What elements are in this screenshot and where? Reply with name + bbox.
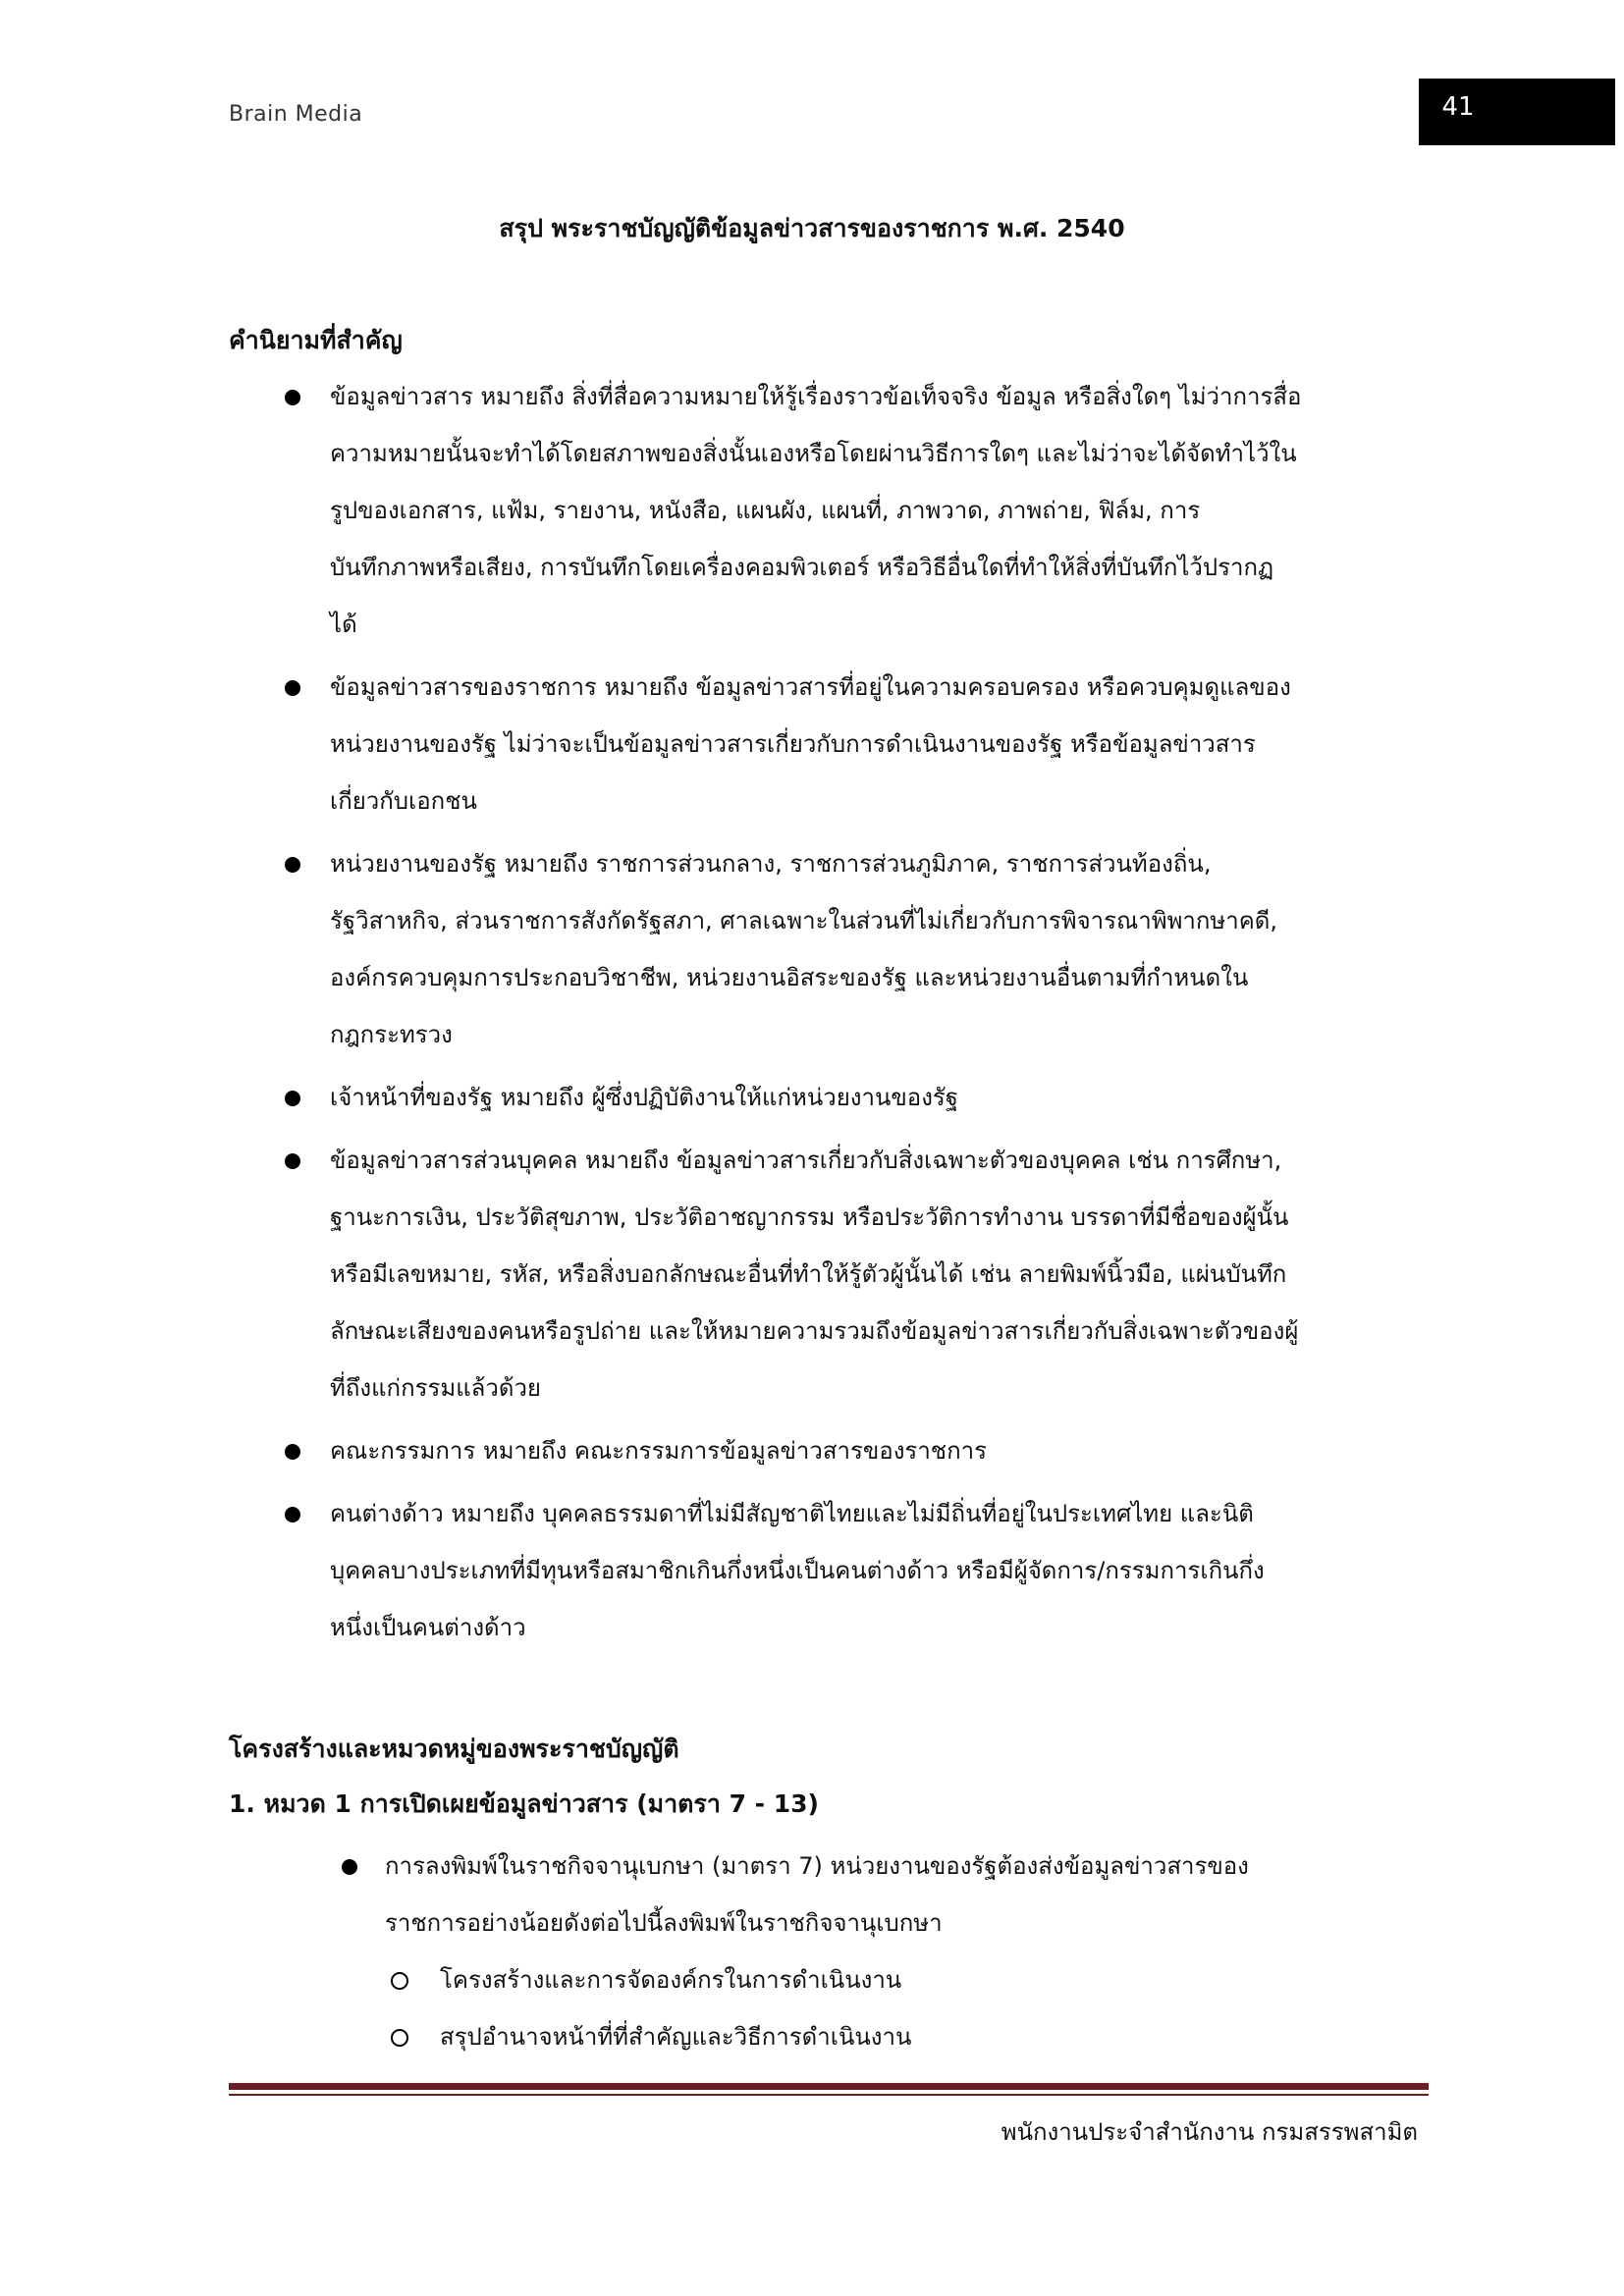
page-number: 41 [1441,92,1475,122]
structure-list [334,1838,1414,2065]
definition-item [229,368,1436,653]
circle-bullet-icon [391,2029,408,2047]
bullet-icon [285,390,300,405]
document-title: สรุป พระราชบัญญัติข้อมูลข่าวสารของราชการ พ.ศ. 2540 [499,214,1125,242]
structure-subitem-text: โครงสร้างและการจัดองค์กรในการดำเนินงาน [440,1966,902,1994]
definition-line: ข้อมูลข่าวสารของราชการ หมายถึง ข้อมูลข่าวสารที่อยู่ในความครอบครอง หรือควบคุมดูแลของ [330,673,1291,701]
structure-subitems [385,1951,1414,2065]
definition-item [229,835,1436,1063]
definition-item [229,1422,1436,1479]
definition-line: กฎกระทรวง [330,1021,453,1048]
definition-line: ความหมายนั้นจะทำได้โดยสภาพของสิ่งนั้นเองหรือโดยผ่านวิธีการใดๆ และไม่ว่าจะได้จัดทำไว้ใน [330,440,1297,467]
definition-line: คนต่างด้าว หมายถึง บุคคลธรรมดาที่ไม่มีสัญชาติไทยและไม่มีถิ่นที่อยู่ในประเทศไทย และนิติ [330,1500,1254,1527]
definition-item [229,1132,1436,1416]
definition-line: ลักษณะเสียงของคนหรือรูปถ่าย และให้หมายความรวมถึงข้อมูลข่าวสารเกี่ยวกับสิ่งเฉพาะตัวของผู้ [330,1317,1299,1345]
definition-line: บุคคลบางประเภทที่มีทุนหรือสมาชิกเกินกึ่งหนึ่งเป็นคนต่างด้าว หรือมีผู้จัดการ/กรรมการเกินกึ่ง [330,1557,1265,1584]
structure-subitem-text: สรุปอำนาจหน้าที่ที่สำคัญและวิธีการดำเนินงาน [440,2023,912,2051]
bullet-icon [285,1091,300,1106]
definition-line: หนึ่งเป็นคนต่างด้าว [330,1614,526,1641]
definition-line: องค์กรควบคุมการประกอบวิชาชีพ, หน่วยงานอิสระของรัฐ และหน่วยงานอื่นตามที่กำหนดใน [330,964,1249,991]
structure-subitem [385,2008,1414,2065]
definition-line: ที่ถึงแก่กรรมแล้วด้วย [330,1374,541,1402]
definition-line: หรือมีเลขหมาย, รหัส, หรือสิ่งบอกลักษณะอื่นที่ทำให้รู้ตัวผู้นั้นได้ เช่น ลายพิมพ์นิ้วมือ, แผ่นบันทึก [330,1260,1287,1288]
bullet-icon [285,1507,300,1522]
definition-line: ข้อมูลข่าวสาร หมายถึง สิ่งที่สื่อความหมายให้รู้เรื่องราวข้อเท็จจริง ข้อมูล หรือสิ่งใดๆ ไม่ว่าการสื่อ [330,383,1302,410]
bullet-icon [285,857,300,873]
bullet-icon [285,680,300,696]
definition-line: หน่วยงานของรัฐ ไม่ว่าจะเป็นข้อมูลข่าวสารเกี่ยวกับการดำเนินงานของรัฐ หรือข้อมูลข่าวสาร [330,730,1256,758]
structure-line: ราชการอย่างน้อยดังต่อไปนี้ลงพิมพ์ในราชกิจจานุเบกษา [385,1909,943,1937]
definition-line: ข้อมูลข่าวสารส่วนบุคคล หมายถึง ข้อมูลข่าวสารเกี่ยวกับสิ่งเฉพาะตัวของบุคคล เช่น การศึกษา, [330,1147,1282,1174]
definition-item [229,659,1436,829]
definition-item [229,1069,1436,1126]
definition-line: เจ้าหน้าที่ของรัฐ หมายถึง ผู้ซึ่งปฏิบัติงานให้แก่หน่วยงานของรัฐ [330,1084,959,1111]
definitions-list [229,368,1436,1662]
definition-line: เกี่ยวกับเอกชน [330,787,477,815]
page-number-box [1419,79,1615,145]
definition-item [229,1485,1436,1656]
structure-heading: โครงสร้างและหมวดหมู่ของพระราชบัญญัติ [229,1735,679,1763]
bullet-icon [285,1444,300,1460]
structure-item [334,1838,1414,2065]
footer-rule-thin [229,2094,1429,2096]
header-brand: Brain Media [229,102,363,127]
definition-line: ฐานะการเงิน, ประวัติสุขภาพ, ประวัติอาชญากรรม หรือประวัติการทำงาน บรรดาที่มีชื่อของผู้นั้น [330,1203,1289,1231]
circle-bullet-icon [391,1972,408,1990]
part1-heading: 1. หมวด 1 การเปิดเผยข้อมูลข่าวสาร (มาตรา 7 - 13) [229,1789,819,1818]
structure-line: การลงพิมพ์ในราชกิจจานุเบกษา (มาตรา 7) หน่วยงานของรัฐต้องส่งข้อมูลข่าวสารของ [385,1852,1249,1880]
definition-line: รูปของเอกสาร, แฟ้ม, รายงาน, หนังสือ, แผนผัง, แผนที่, ภาพวาด, ภาพถ่าย, ฟิล์ม, การ [330,497,1201,524]
definitions-heading: คำนิยามที่สำคัญ [229,326,403,354]
definition-line: คณะกรรมการ หมายถึง คณะกรรมการข้อมูลข่าวสารของราชการ [330,1437,987,1465]
bullet-icon [285,1153,300,1169]
footer-text: พนักงานประจำสำนักงาน กรมสรรพสามิต [1001,2118,1418,2146]
definition-line: ได้ [330,611,357,638]
definition-line: หน่วยงานของรัฐ หมายถึง ราชการส่วนกลาง, ราชการส่วนภูมิภาค, ราชการส่วนท้องถิ่น, [330,850,1212,878]
definition-line: รัฐวิสาหกิจ, ส่วนราชการสังกัดรัฐสภา, ศาลเฉพาะในส่วนที่ไม่เกี่ยวกับการพิจารณาพิพากษาคดี, [330,907,1277,934]
footer-rule [229,2083,1429,2090]
bullet-icon [342,1859,357,1875]
structure-subitem [385,1951,1414,2008]
definition-line: บันทึกภาพหรือเสียง, การบันทึกโดยเครื่องคอมพิวเตอร์ หรือวิธีอื่นใดที่ทำให้สิ่งที่บันทึกไว้ปรากฏ [330,554,1274,581]
